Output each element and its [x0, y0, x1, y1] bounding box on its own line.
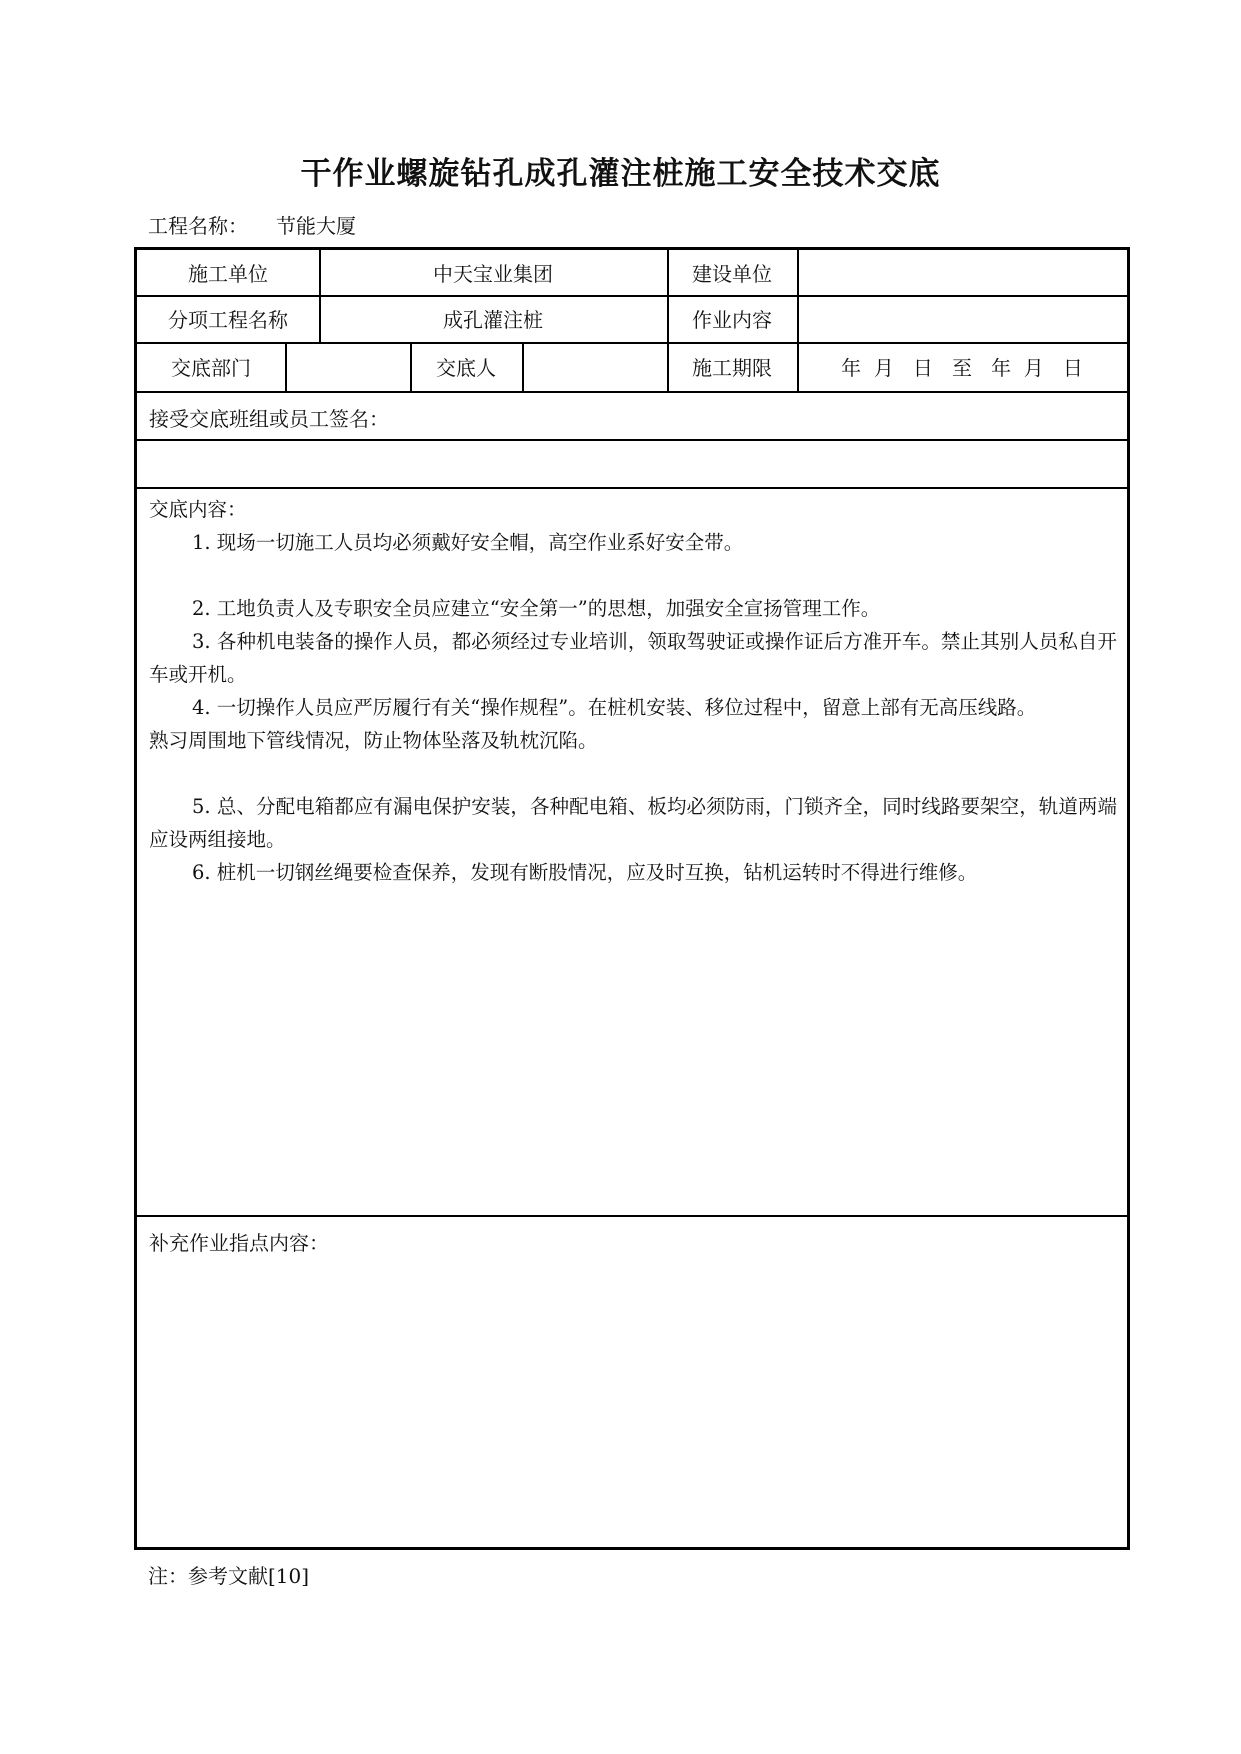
work-content-value[interactable]	[797, 295, 1127, 342]
discloser-value[interactable]	[522, 342, 667, 391]
disclosure-dept-label: 交底部门	[171, 356, 251, 380]
content-item: 1. 现场一切施工人员均必须戴好安全帽，高空作业系好安全带。	[192, 531, 744, 554]
signature-label: 接受交底班组或员工签名：	[149, 407, 389, 431]
content-item: 6. 桩机一切钢丝绳要检查保养，发现有断股情况，应及时互换，钻机运转时不得进行维修。	[192, 861, 978, 884]
signature-area[interactable]	[137, 439, 1127, 487]
document-title: 干作业螺旋钻孔成孔灌注桩施工安全技术交底	[300, 156, 941, 192]
blank-line	[149, 559, 1117, 592]
footnote: 注：参考文献[10]	[148, 1564, 310, 1588]
construction-period-value[interactable]: 年 月 日 至 年 月 日	[841, 356, 1083, 380]
construction-unit-label: 施工单位	[188, 262, 268, 286]
work-content-label: 作业内容	[692, 308, 772, 332]
content-item: 熟习周围地下管线情况，防止物体坠落及轨枕沉陷。	[149, 729, 598, 752]
disclosure-dept-value[interactable]	[285, 342, 410, 391]
project-name-label: 工程名称：	[148, 214, 248, 238]
disclosure-content-section	[137, 487, 1127, 1215]
project-name-value: 节能大厦	[276, 214, 356, 238]
supplement-label: 补充作业指点内容：	[149, 1231, 329, 1255]
subitem-name-label: 分项工程名称	[168, 308, 288, 332]
disclosure-content	[149, 493, 1117, 889]
construction-period-label: 施工期限	[692, 356, 772, 380]
disclosure-form-table	[134, 247, 1130, 1550]
construction-unit-value[interactable]: 中天宝业集团	[433, 262, 553, 286]
content-label: 交底内容：	[149, 498, 247, 521]
blank-line	[149, 757, 1117, 790]
content-item: 4. 一切操作人员应严厉履行有关“操作规程”。在桩机安装、移位过程中，留意上部有无高压线路。	[192, 696, 1037, 719]
content-item: 3. 各种机电装备的操作人员，都必须经过专业培训，领取驾驶证或操作证后方准开车。禁止其别人员私自开车或开机。	[149, 630, 1117, 686]
discloser-label: 交底人	[436, 356, 496, 380]
content-item: 5. 总、分配电箱都应有漏电保护安装，各种配电箱、板均必须防雨，门锁齐全，同时线路要架空，轨道两端应设两组接地。	[149, 795, 1117, 851]
content-item: 2. 工地负责人及专职安全员应建立“安全第一”的思想，加强安全宣扬管理工作。	[192, 597, 881, 620]
row-divider	[137, 391, 1127, 393]
subitem-name-value[interactable]: 成孔灌注桩	[443, 308, 543, 332]
project-name-line	[148, 210, 356, 239]
supplement-area[interactable]	[137, 1260, 1127, 1547]
row-divider	[137, 1215, 1127, 1217]
owner-unit-label: 建设单位	[692, 262, 772, 286]
owner-unit-value[interactable]	[797, 250, 1127, 295]
